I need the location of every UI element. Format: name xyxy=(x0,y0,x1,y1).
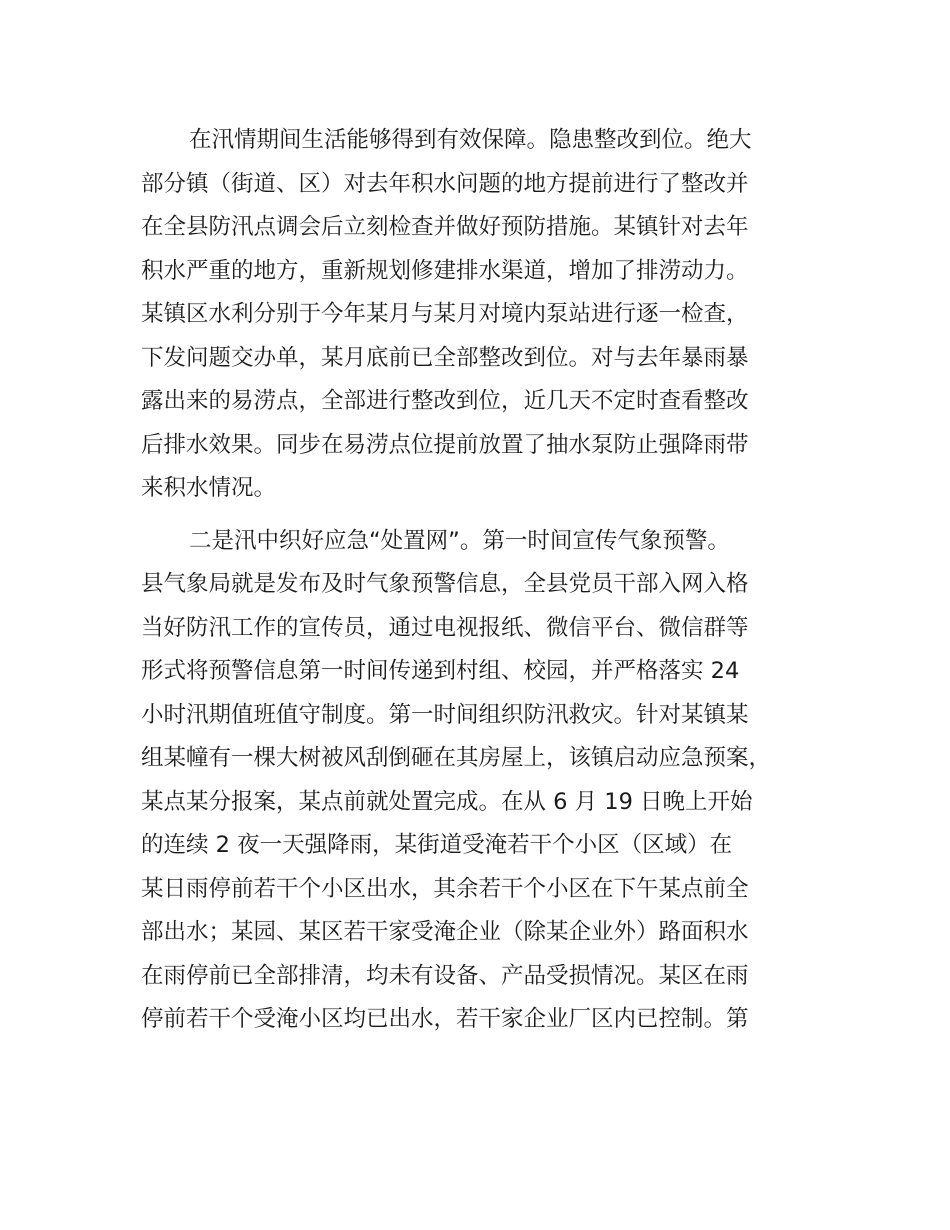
text-line: 在全县防汛点调会后立刻检查并做好预防措施。某镇针对去年 xyxy=(141,214,749,240)
paragraph-flood-safeguards xyxy=(141,119,841,511)
text-line: 形式将预警信息第一时间传递到村组、校园，并严格落实 24 xyxy=(141,658,740,684)
text-line: 某点某分报案，某点前就处置完成。在从 6 月 19 日晚上开始 xyxy=(141,788,753,815)
text-line: 在雨停前已全部排清，均未有设备、产品受损情况。某区在雨 xyxy=(141,962,749,989)
text-line: 停前若干个受淹小区均已出水，若干家企业厂区内已控制。第 xyxy=(141,1006,749,1032)
document-body xyxy=(141,119,841,1042)
text-line: 部出水；某园、某区若干家受淹企业（除某企业外）路面积水 xyxy=(141,919,749,945)
text-line: 小时汛期值班值守制度。第一时间组织防汛救灾。针对某镇某 xyxy=(141,701,749,728)
text-line: 县气象局就是发布及时气象预警信息，全县党员干部入网入格 xyxy=(141,571,749,597)
text-line: 后排水效果。同步在易涝点位提前放置了抽水泵防止强降雨带 xyxy=(141,431,749,458)
text-line: 积水严重的地方，重新规划修建排水渠道，增加了排涝动力。 xyxy=(141,257,749,284)
text-line: 下发问题交办单，某月底前已全部整改到位。对与去年暴雨暴 xyxy=(141,344,749,371)
text-line: 某镇区水利分别于今年某月与某月对境内泵站进行逐一检查， xyxy=(141,301,749,327)
text-line: 来积水情况。 xyxy=(141,475,277,501)
text-line: 当好防汛工作的宣传员，通过电视报纸、微信平台、微信群等 xyxy=(141,614,749,641)
text-line: 在汛情期间生活能够得到有效保障。隐患整改到位。绝大 xyxy=(189,127,752,153)
text-line: 某日雨停前若干个小区出水，其余若干个小区在下午某点前全 xyxy=(141,875,749,902)
text-line: 组某幢有一棵大树被风刮倒砸在其房屋上，该镇启动应急预案， xyxy=(141,745,772,771)
text-line: 的连续 2 夜一天强降雨，某街道受淹若干个小区（区域）在 xyxy=(141,832,733,858)
text-line: 露出来的易涝点，全部进行整改到位，近几天不定时查看整改 xyxy=(141,388,749,414)
text-line: 二是汛中织好应急“处置网”。第一时间宣传气象预警。 xyxy=(189,527,730,554)
text-line: 部分镇（街道、区）对去年积水问题的地方提前进行了整改并 xyxy=(141,170,749,197)
paragraph-emergency-response xyxy=(141,520,841,1042)
